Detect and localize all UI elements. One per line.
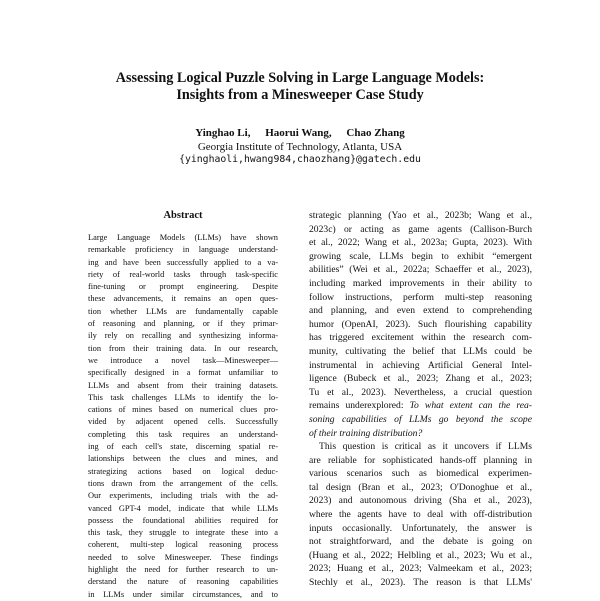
research-question: of their training distribution? <box>309 427 423 439</box>
research-question: soning capabilities of LLMs go beyond the scope <box>309 413 532 425</box>
body-line: This question is critical as it uncovers if LLMs <box>319 441 532 453</box>
affiliation: Georgia Institute of Technology, Atlanta, USA <box>197 141 403 153</box>
abstract-line: ily rely on recalling and synthesizing informa- <box>88 331 278 341</box>
abstract-line: we introduce a novel task—Minesweeper— <box>88 355 278 365</box>
abstract-line: strategizing actions based on logical deduc- <box>88 466 278 476</box>
abstract-line: ing and have been successfully applied to a va- <box>88 257 278 267</box>
title-line-1: Assessing Logical Puzzle Solving in Large Language Models: <box>115 70 485 86</box>
body-line: Stechly et al., 2023). The reason is that LLMs' <box>309 577 532 589</box>
body-line <box>309 427 532 441</box>
abstract-line: these advancements, it remains an open ques- <box>88 294 278 304</box>
body-line: ligence (Bubeck et al., 2023; Zhang et al., 2023; <box>309 373 532 385</box>
abstract-line: remarkable proficiency in language understand- <box>88 245 278 255</box>
abstract-line: derstand the nature of reasoning capabilities <box>88 577 278 587</box>
abstract-line: in LLMs under similar circumstances, and to <box>88 589 278 599</box>
body-line: where the agents have to deal with off-distribution <box>309 509 532 521</box>
abstract-line: needed to solve Minesweeper. These findings <box>88 552 278 562</box>
abstract-heading: Abstract <box>163 210 203 221</box>
abstract-line: LLMs and absent from their training datasets. <box>88 380 278 390</box>
abstract-line: vanced GPT-4 model, indicate that while LLMs <box>88 503 278 513</box>
body-line: 2023; Huang et al., 2023; Valmeekam et al., 2023; <box>309 563 532 575</box>
abstract-line: highlight the need for further research to un- <box>88 565 278 575</box>
abstract-line: lationships between the clues and mines, and <box>88 454 278 464</box>
body-text: remains underexplored: <box>309 400 410 412</box>
abstract-line: fine-tuning or prompt engineering. Despite <box>88 282 278 292</box>
body-line: instrumental in achieving Artificial General Intel- <box>309 359 532 371</box>
author-name: Yinghao Li, <box>195 127 251 139</box>
abstract-line: of reasoning and planning, or if they primar- <box>88 319 278 329</box>
author-emails: {yinghaoli,hwang984,chaozhang}@gatech.edu <box>179 154 421 165</box>
body-line: are reliable for sophisticated hands-off planning in <box>309 454 532 466</box>
abstract-line: This task challenges LLMs to identify the lo- <box>88 392 278 402</box>
research-question: To what extent can the rea- <box>409 400 532 412</box>
abstract-line: riety of real-world tasks through task-specific <box>88 269 278 279</box>
abstract-line: this task, they struggle to integrate these into a <box>88 528 278 538</box>
abstract-line: tions drawn from the arrangement of the cells. <box>88 478 278 488</box>
body-line: various scenarios such as biomedical experimen- <box>309 468 532 480</box>
body-line: follow instructions, perform multi-step reasoning <box>309 291 532 303</box>
body-line <box>309 413 532 427</box>
body-line: 2023c) or acting as game agents (Callison-Burch <box>309 223 532 235</box>
body-line: strategic planning (Yao et al., 2023b; Wang et al., <box>309 210 532 221</box>
body-line: tal design (Bran et al., 2023; O'Donoghue et al., <box>309 481 532 493</box>
body-line: including marked improvements in their ability to <box>309 277 532 289</box>
body-line: Tu et al., 2023). Nevertheless, a crucial question <box>309 386 532 398</box>
abstract-line: tion whether LLMs are fundamentally capable <box>88 306 278 316</box>
abstract-line: possess the foundational abilities required for <box>88 515 278 525</box>
abstract-line: coherent, multi-step logical reasoning process <box>88 540 278 550</box>
body-line: et al., 2022; Wang et al., 2023a; Gupta, 2023). With <box>309 237 532 249</box>
body-line: munity, cultivating the belief that LLMs could be <box>309 345 532 357</box>
abstract-line: vided by adjacent opened cells. Successfully <box>88 417 278 427</box>
paper-title <box>60 70 540 104</box>
body-line: and planning, and even extend to comprehending <box>309 305 532 317</box>
author-name: Chao Zhang <box>346 127 405 139</box>
body-line: not straightforward, and the debate is going on <box>309 536 532 548</box>
body-line: inputs occasionally. Unfortunately, the answer is <box>309 522 532 534</box>
abstract-line: completing this task requires an understand- <box>88 429 278 439</box>
abstract-line: tion from their training data. In our research, <box>88 343 278 353</box>
abstract-line: cations of mines based on numerical clues pro- <box>88 405 278 415</box>
introduction-body <box>309 209 532 590</box>
abstract-line: Large Language Models (LLMs) have shown <box>88 233 278 242</box>
title-line-2: Insights from a Minesweeper Case Study <box>176 87 424 103</box>
abstract-line: ing of each cell's state, discerning spatial re- <box>88 442 278 452</box>
body-line: abilities” (Wei et al., 2022a; Schaeffer et al., 2023), <box>309 264 532 276</box>
body-line: (Huang et al., 2022; Helbling et al., 2023; Wu et al., <box>309 549 532 561</box>
body-line: humor (OpenAI, 2023). Such flourishing capability <box>309 318 532 330</box>
body-line: growing scale, LLMs begin to exhibit “emergent <box>309 250 532 262</box>
author-name: Haorui Wang, <box>265 127 332 139</box>
body-line: 2023) and autonomous driving (Sha et al., 2023), <box>309 495 532 507</box>
abstract-line: specifically designed in a format unfamiliar to <box>88 368 278 378</box>
body-line: has triggered excitement within the research com- <box>309 332 532 344</box>
author-list <box>60 126 540 140</box>
body-line <box>309 399 532 413</box>
abstract-line: Our experiments, including trials with the ad- <box>88 491 278 501</box>
abstract-body <box>88 232 278 601</box>
